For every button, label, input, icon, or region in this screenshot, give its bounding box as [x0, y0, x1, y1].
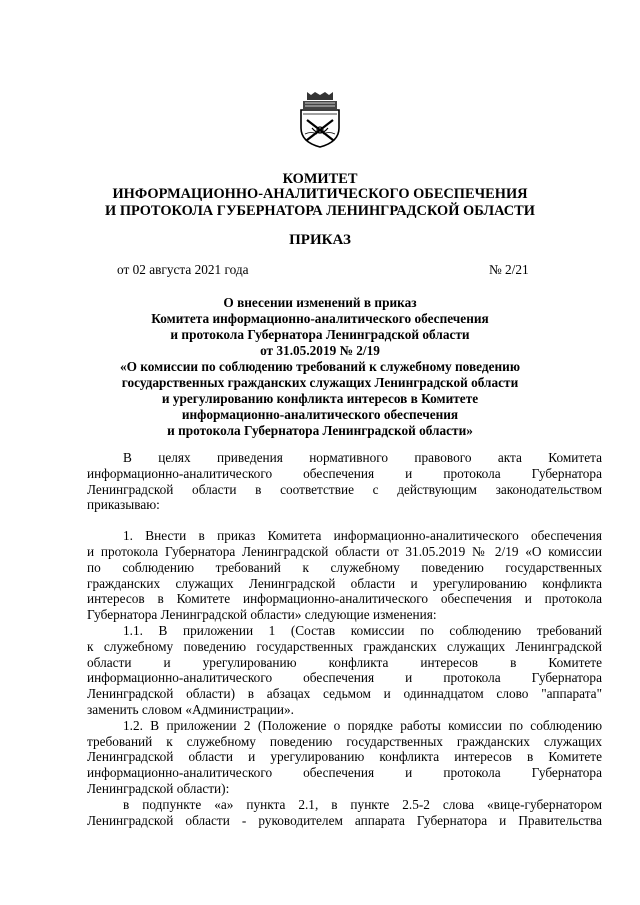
text-line: требований к служебному поведению государственных гражданских служащих — [87, 733, 602, 749]
text-line: заменить словом «Администрации». — [87, 701, 294, 717]
text-line: области и урегулированию конфликта интересов в Комитете — [87, 654, 602, 670]
document-subject — [90, 295, 550, 439]
subject-line: и урегулированию конфликта интересов в Комитете — [161, 391, 479, 406]
document-body — [87, 450, 602, 828]
subject-line: «О комиссии по соблюдению требований к служебному поведению — [119, 359, 520, 374]
paragraph-last — [87, 797, 602, 829]
text-line: информационно-аналитического обеспечения и протокола Губернатора — [87, 465, 602, 481]
text-line: Ленинградской области) в абзацах седьмом и одиннадцатом слово "аппарата" — [87, 686, 602, 702]
document-type: ПРИКАЗ — [289, 232, 351, 248]
subject-line: информационно-аналитического обеспечения — [181, 407, 459, 422]
header-line-3: И ПРОТОКОЛА ГУБЕРНАТОРА ЛЕНИНГРАДСКОЙ ОБЛАСТИ — [105, 203, 535, 219]
text-line: приказываю: — [87, 497, 160, 513]
coat-of-arms-icon — [297, 90, 343, 148]
document-number: № 2/21 — [489, 262, 529, 277]
text-line: информационно-аналитического обеспечения и протокола Губернатора — [87, 670, 602, 686]
paragraph-1 — [87, 528, 602, 623]
text-line: к служебному поведению государственных гражданских служащих Ленинградской — [87, 638, 602, 654]
text-line: В целях приведения нормативного правового акта Комитета — [123, 450, 602, 465]
subject-line: и протокола Губернатора Ленинградской области» — [167, 423, 473, 438]
text-line: 1.2. В приложении 2 (Положение о порядке работы комиссии по соблюдению — [123, 717, 602, 733]
text-line: информационно-аналитического обеспечения и протокола Губернатора — [87, 765, 602, 781]
text-line: 1.1. В приложении 1 (Состав комиссии по соблюдению требований — [123, 622, 602, 638]
text-line: Ленинградской области - руководителем аппарата Губернатора и Правительства — [87, 812, 602, 828]
header-line-1: КОМИТЕТ — [282, 171, 358, 187]
subject-line: от 31.05.2019 № 2/19 — [260, 343, 380, 358]
paragraph-1-2 — [87, 718, 602, 797]
text-line: 1. Внести в приказ Комитета информационно-аналитического обеспечения — [123, 528, 602, 544]
text-line: в подпункте «а» пункта 2.1, в пункте 2.5-2 слова «вице-губернатором — [123, 796, 602, 812]
text-line: Ленинградской области в соответствие с действующим законодательством — [87, 481, 602, 497]
subject-line: государственных гражданских служащих Ленинградской области — [121, 375, 519, 390]
text-line: Ленинградской области и урегулированию конфликта интересов в Комитете — [87, 749, 602, 765]
text-line: Ленинградской области): — [87, 780, 230, 796]
paragraph-1-1 — [87, 623, 602, 718]
subject-line: Комитета информационно-аналитического обеспечения — [151, 311, 489, 326]
text-line: по соблюдению требований к служебному поведению государственных — [87, 559, 602, 575]
header-line-2: ИНФОРМАЦИОННО-АНАЛИТИЧЕСКОГО ОБЕСПЕЧЕНИЯ — [112, 186, 528, 202]
document-date: от 02 августа 2021 года — [117, 262, 249, 277]
subject-line: и протокола Губернатора Ленинградской области — [170, 327, 470, 342]
text-line: интересов в Комитете информационно-аналитического обеспечения и протокола — [87, 591, 602, 607]
preamble — [87, 450, 602, 513]
subject-line: О внесении изменений в приказ — [223, 295, 417, 310]
text-line: Губернатора Ленинградской области» следующие изменения: — [87, 607, 437, 623]
text-line: и протокола Губернатора Ленинградской области от 31.05.2019 № 2/19 «О комиссии — [87, 543, 602, 559]
text-line: гражданских служащих Ленинградской области и урегулированию конфликта — [87, 575, 602, 591]
